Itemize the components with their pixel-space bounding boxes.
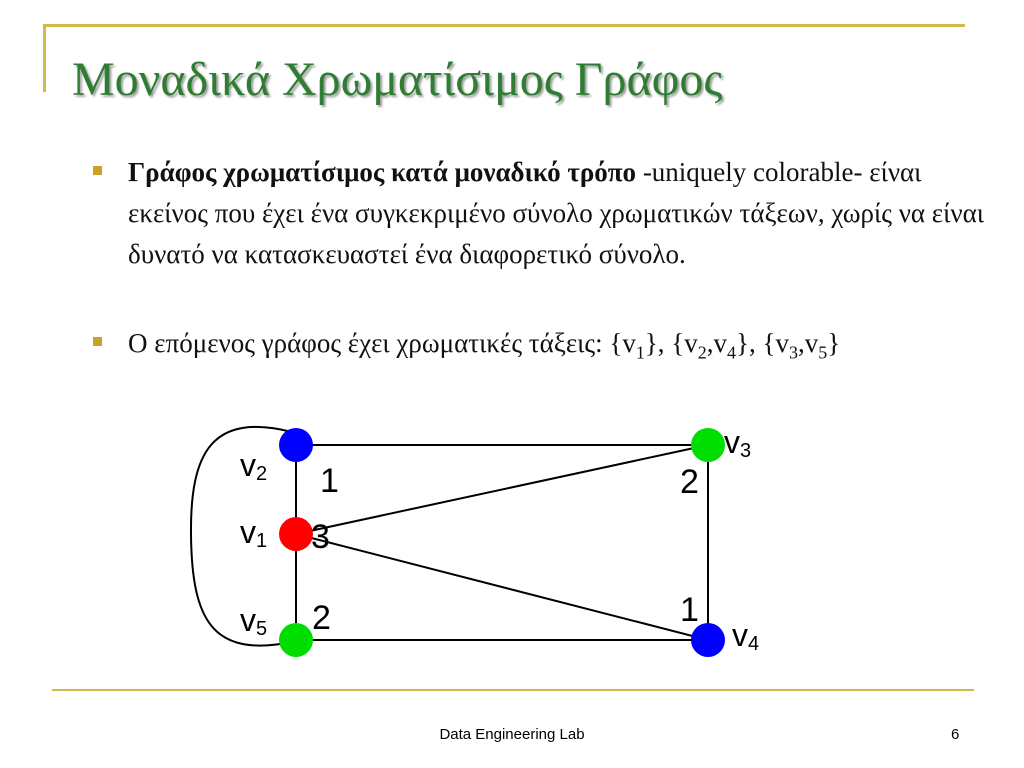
bullet-definition-text: -uniquely colorable- είναι εκείνος που έχει ένα συγκεκριμένο σύνολο χρωματικών τάξεων, χωρίς να είναι δυνατό να κατασκευαστεί ένα διαφορετικό σύνολο.: [128, 157, 985, 269]
color-number-v3: 2: [680, 463, 699, 501]
color-number-v5: 2: [312, 599, 331, 637]
color-classes-prefix: Ο επόμενος γράφος έχει χρωματικές τάξεις:: [128, 328, 610, 358]
bullet-definition-term: Γράφος χρωματίσιμος κατά μοναδικό τρόπο: [128, 157, 637, 187]
label-v4: v4: [732, 617, 760, 655]
slide-title: Μοναδικά Χρωματίσιμος Γράφος: [72, 53, 723, 106]
bullet-color-classes: Ο επόμενος γράφος έχει χρωματικές τάξεις: $\{v_1\}$, $\{v_2,v_4\}$, $\{v_3,v_5\}$: [128, 328, 841, 363]
label-v2: v2: [240, 447, 268, 485]
vertex-v3: [691, 428, 725, 462]
color-number-v1: 3: [311, 518, 330, 556]
edge-v1-v4: [296, 534, 708, 640]
footer-lab-name: Data Engineering Lab: [439, 726, 585, 743]
color-number-v4: 1: [680, 591, 699, 629]
color-number-v2: 1: [320, 462, 339, 500]
edge-v1-v3: [296, 445, 708, 534]
vertex-v2: [279, 428, 313, 462]
color-class-2: $\{v_2,v_4\}$: [671, 328, 749, 363]
footer-rule: [52, 689, 974, 691]
label-v5: v5: [240, 602, 268, 640]
page-number: 6: [951, 726, 960, 743]
vertex-v1: [279, 517, 313, 551]
label-v1: v1: [240, 514, 268, 552]
vertex-v5: [279, 623, 313, 657]
color-class-1: $\{v_1\}$: [609, 328, 658, 363]
label-v3: v3: [724, 424, 752, 462]
color-class-3: $\{v_3,v_5\}$: [762, 328, 841, 363]
